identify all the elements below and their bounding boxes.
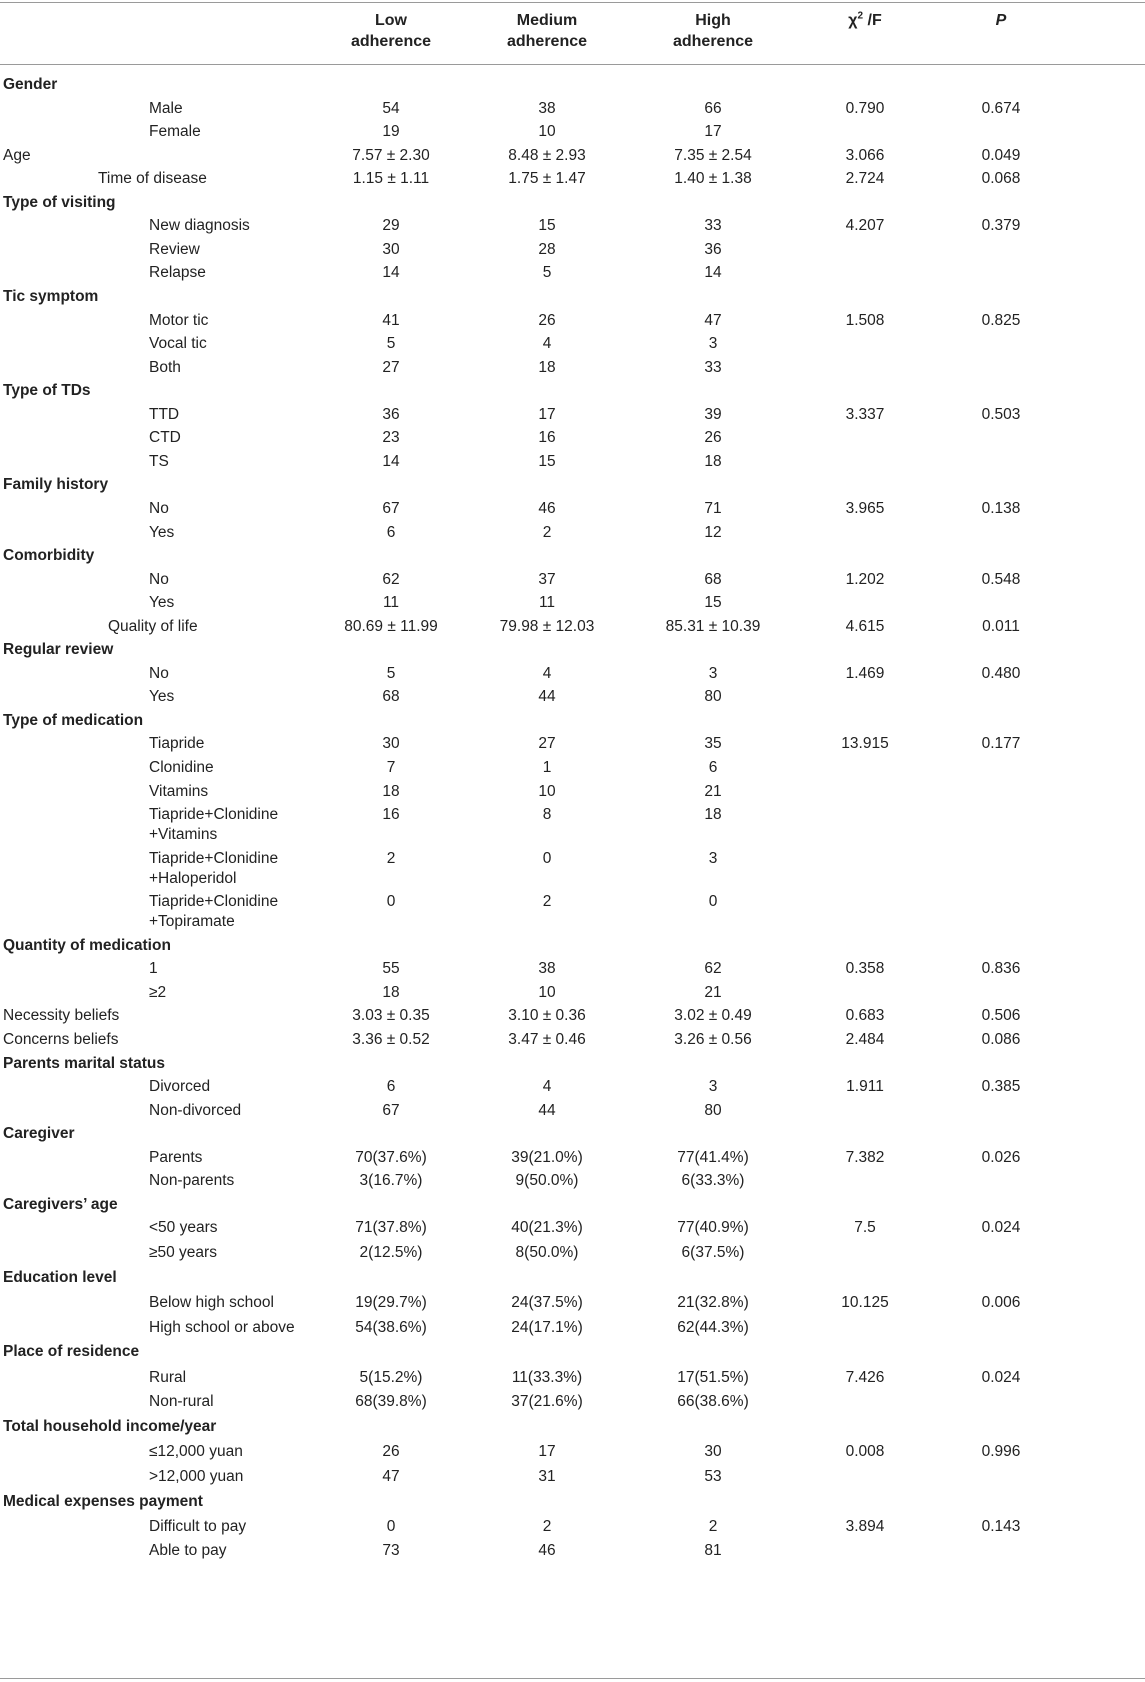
high-adherence-cell: 80 bbox=[704, 1101, 722, 1119]
medium-adherence-cell: 4 bbox=[542, 664, 552, 682]
medium-adherence-cell: 28 bbox=[538, 240, 556, 258]
high-adherence-cell: 18 bbox=[704, 452, 722, 470]
section-label: Type of medication bbox=[3, 711, 144, 729]
medium-adherence-cell: 15 bbox=[538, 452, 556, 470]
section-label: Regular review bbox=[3, 641, 114, 659]
high-adherence-cell: 21(32.8%) bbox=[677, 1293, 749, 1311]
row-label: TTD bbox=[149, 405, 180, 423]
table-bottom-rule bbox=[0, 1678, 1145, 1679]
high-adherence-cell: 85.31 ± 10.39 bbox=[665, 617, 761, 635]
row-label: Divorced bbox=[149, 1078, 211, 1096]
high-adherence-cell: 14 bbox=[704, 264, 722, 282]
section-label: Caregivers’ age bbox=[3, 1195, 118, 1213]
low-adherence-cell: 55 bbox=[382, 960, 400, 978]
medium-adherence-cell: 18 bbox=[538, 358, 556, 376]
low-adherence-cell: 41 bbox=[382, 311, 400, 329]
row-label: Rural bbox=[149, 1368, 187, 1386]
low-adherence-cell: 68 bbox=[382, 688, 400, 706]
p-value-cell: 0.674 bbox=[981, 99, 1021, 117]
row-label: Quality of life bbox=[108, 617, 198, 635]
low-adherence-cell: 47 bbox=[382, 1467, 400, 1485]
medium-adherence-cell: 1 bbox=[542, 758, 552, 776]
medium-adherence-cell: 38 bbox=[538, 99, 556, 117]
statistic-cell: 0.790 bbox=[845, 99, 885, 117]
section-label: Gender bbox=[3, 76, 58, 93]
header-stat-label: $\chi^2$ /F bbox=[848, 10, 882, 29]
p-value-cell: 0.006 bbox=[981, 1293, 1021, 1311]
row-label: CTD bbox=[149, 429, 181, 447]
high-adherence-cell: 66(38.6%) bbox=[677, 1393, 749, 1411]
medium-adherence-cell: 38 bbox=[538, 960, 556, 978]
section-label: Comorbidity bbox=[3, 547, 95, 564]
statistic-cell: 3.965 bbox=[845, 499, 885, 517]
section-label: Place of residence bbox=[3, 1343, 140, 1361]
low-adherence-cell: 16 bbox=[382, 806, 400, 823]
row-label-continued: +Topiramate bbox=[149, 913, 235, 931]
p-value-cell: 0.138 bbox=[981, 499, 1021, 517]
medium-adherence-cell: 1.75 ± 1.47 bbox=[508, 170, 586, 188]
high-adherence-cell: 71 bbox=[704, 499, 722, 517]
medium-adherence-cell: 0 bbox=[542, 849, 552, 867]
medium-adherence-cell: 9(50.0%) bbox=[515, 1172, 579, 1190]
low-adherence-cell: 73 bbox=[382, 1542, 400, 1560]
section-label: Family history bbox=[3, 476, 109, 494]
statistic-cell: 4.615 bbox=[845, 617, 885, 635]
row-label: Clonidine bbox=[149, 758, 214, 776]
high-adherence-cell: 36 bbox=[704, 240, 722, 258]
row-label: Motor tic bbox=[149, 311, 209, 329]
high-adherence-cell: 39 bbox=[704, 405, 722, 423]
row-label-continued: +Haloperidol bbox=[149, 869, 237, 887]
row-label: ≥50 years bbox=[149, 1244, 217, 1262]
header-p-value: P bbox=[995, 12, 1007, 29]
medium-adherence-cell: 24(37.5%) bbox=[511, 1293, 583, 1311]
medium-adherence-cell: 4 bbox=[542, 1078, 552, 1096]
section-label: Total household income/year bbox=[3, 1418, 217, 1435]
statistic-cell: 1.469 bbox=[845, 664, 885, 682]
p-value-cell: 0.024 bbox=[981, 1219, 1021, 1237]
high-adherence-cell: 0 bbox=[708, 893, 718, 911]
statistic-cell: 0.358 bbox=[845, 960, 885, 978]
row-label: Yes bbox=[149, 594, 175, 612]
medium-adherence-cell: 8.48 ± 2.93 bbox=[508, 146, 586, 164]
p-value-cell: 0.011 bbox=[982, 617, 1020, 635]
p-value-cell: 0.177 bbox=[981, 735, 1021, 753]
low-adherence-cell: 7 bbox=[386, 758, 396, 776]
high-adherence-cell: 77(40.9%) bbox=[677, 1219, 749, 1237]
low-adherence-cell: 29 bbox=[382, 217, 400, 235]
row-label: No bbox=[149, 499, 169, 517]
row-label: Age bbox=[3, 146, 31, 164]
medium-adherence-cell: 17 bbox=[538, 405, 556, 423]
row-label: New diagnosis bbox=[149, 217, 250, 235]
row-label: 1 bbox=[149, 960, 158, 978]
p-value-cell: 0.024 bbox=[981, 1368, 1021, 1386]
p-value-cell: 0.143 bbox=[981, 1517, 1021, 1535]
low-adherence-cell: 6 bbox=[386, 1078, 396, 1096]
high-adherence-cell: 33 bbox=[704, 217, 722, 235]
medium-adherence-cell: 5 bbox=[542, 264, 552, 282]
medium-adherence-cell: 17 bbox=[538, 1443, 556, 1460]
p-value-cell: 0.996 bbox=[981, 1443, 1021, 1460]
high-adherence-cell: 77(41.4%) bbox=[677, 1148, 749, 1166]
header-medium-line1: Medium bbox=[516, 12, 578, 29]
statistic-cell: 7.382 bbox=[845, 1148, 885, 1166]
row-label: Non-parents bbox=[149, 1172, 235, 1190]
high-adherence-cell: 2 bbox=[708, 1517, 718, 1535]
low-adherence-cell: 54 bbox=[382, 99, 400, 117]
medium-adherence-cell: 16 bbox=[538, 429, 556, 447]
medium-adherence-cell: 24(17.1%) bbox=[511, 1318, 583, 1336]
high-adherence-cell: 81 bbox=[704, 1542, 722, 1560]
low-adherence-cell: 6 bbox=[386, 523, 396, 541]
medium-adherence-cell: 2 bbox=[542, 523, 552, 541]
high-adherence-cell: 21 bbox=[704, 782, 722, 800]
row-label: Non-divorced bbox=[149, 1101, 242, 1119]
header-high-line1: High bbox=[695, 12, 731, 29]
high-adherence-cell: 12 bbox=[704, 523, 722, 541]
row-label: Relapse bbox=[149, 264, 206, 282]
header-low-adherence bbox=[301, 10, 481, 52]
high-adherence-cell: 1.40 ± 1.38 bbox=[674, 170, 752, 188]
low-adherence-cell: 2(12.5%) bbox=[359, 1244, 423, 1262]
low-adherence-cell: 1.15 ± 1.11 bbox=[352, 170, 430, 188]
low-adherence-cell: 7.57 ± 2.30 bbox=[352, 146, 430, 164]
low-adherence-cell: 19 bbox=[382, 123, 400, 141]
medium-adherence-cell: 37(21.6%) bbox=[511, 1393, 583, 1411]
row-label: Review bbox=[149, 240, 200, 258]
medium-adherence-cell: 26 bbox=[538, 311, 556, 329]
low-adherence-cell: 67 bbox=[382, 499, 400, 517]
statistic-cell: 3.337 bbox=[845, 405, 885, 423]
high-adherence-cell: 3.02 ± 0.49 bbox=[674, 1007, 752, 1025]
section-label: Medical expenses payment bbox=[3, 1492, 203, 1510]
high-adherence-cell: 3 bbox=[708, 849, 718, 867]
low-adherence-cell: 27 bbox=[382, 358, 400, 376]
header-low-line1: Low bbox=[375, 12, 407, 29]
table-top-rule bbox=[0, 2, 1145, 3]
row-label: High school or above bbox=[149, 1318, 295, 1336]
p-value-cell: 0.825 bbox=[981, 311, 1021, 329]
row-label: Concerns beliefs bbox=[3, 1031, 119, 1048]
statistic-cell: 0.008 bbox=[845, 1443, 885, 1460]
section-label: Quantity of medication bbox=[3, 936, 171, 954]
statistic-cell: 2.484 bbox=[845, 1031, 885, 1048]
low-adherence-cell: 18 bbox=[382, 782, 400, 800]
statistic-cell: 0.683 bbox=[845, 1007, 885, 1025]
statistic-cell: 7.426 bbox=[845, 1368, 885, 1386]
medium-adherence-cell: 11 bbox=[538, 594, 556, 612]
medium-adherence-cell: 10 bbox=[538, 983, 556, 1001]
high-adherence-cell: 6 bbox=[708, 758, 718, 776]
high-adherence-cell: 17 bbox=[704, 123, 722, 141]
row-label: Able to pay bbox=[149, 1542, 227, 1560]
medium-adherence-cell: 46 bbox=[538, 1542, 556, 1560]
high-adherence-cell: 47 bbox=[704, 311, 722, 329]
p-value-cell: 0.480 bbox=[981, 664, 1021, 682]
low-adherence-cell: 3.36 ± 0.52 bbox=[352, 1031, 430, 1048]
high-adherence-cell: 62(44.3%) bbox=[677, 1318, 749, 1336]
row-label: Non-rural bbox=[149, 1393, 214, 1411]
row-label: Yes bbox=[149, 523, 175, 541]
medium-adherence-cell: 31 bbox=[538, 1467, 556, 1485]
section-label: Caregiver bbox=[3, 1125, 75, 1143]
low-adherence-cell: 23 bbox=[382, 429, 400, 447]
low-adherence-cell: 54(38.6%) bbox=[355, 1318, 427, 1336]
section-label: Tic symptom bbox=[3, 288, 99, 305]
high-adherence-cell: 21 bbox=[704, 983, 722, 1001]
low-adherence-cell: 3(16.7%) bbox=[359, 1172, 423, 1190]
low-adherence-cell: 3.03 ± 0.35 bbox=[352, 1007, 430, 1025]
row-label: <50 years bbox=[149, 1219, 218, 1237]
low-adherence-cell: 14 bbox=[382, 452, 400, 470]
high-adherence-cell: 68 bbox=[704, 570, 722, 588]
row-label: No bbox=[149, 664, 169, 682]
medium-adherence-cell: 3.47 ± 0.46 bbox=[508, 1031, 586, 1048]
low-adherence-cell: 11 bbox=[382, 594, 400, 612]
low-adherence-cell: 68(39.8%) bbox=[355, 1393, 427, 1411]
header-medium-adherence bbox=[457, 10, 637, 52]
medium-adherence-cell: 2 bbox=[542, 893, 552, 911]
low-adherence-cell: 26 bbox=[382, 1443, 400, 1460]
row-label: Female bbox=[149, 123, 201, 141]
row-label: Vocal tic bbox=[149, 335, 207, 353]
low-adherence-cell: 71(37.8%) bbox=[355, 1219, 427, 1237]
high-adherence-cell: 66 bbox=[704, 99, 722, 117]
p-value-cell: 0.379 bbox=[981, 217, 1021, 235]
row-label: >12,000 yuan bbox=[149, 1467, 244, 1485]
p-value-cell: 0.068 bbox=[981, 170, 1021, 188]
high-adherence-cell: 17(51.5%) bbox=[677, 1368, 749, 1386]
high-adherence-cell: 6(37.5%) bbox=[681, 1244, 745, 1262]
table-header bbox=[0, 10, 1145, 58]
statistic-cell: 10.125 bbox=[841, 1293, 889, 1311]
low-adherence-cell: 5(15.2%) bbox=[359, 1368, 423, 1386]
row-label: Tiapride+Clonidine bbox=[149, 893, 279, 911]
low-adherence-cell: 14 bbox=[382, 264, 400, 282]
low-adherence-cell: 67 bbox=[382, 1101, 400, 1119]
row-label: Time of disease bbox=[98, 170, 207, 188]
high-adherence-cell: 15 bbox=[704, 594, 722, 612]
medium-adherence-cell: 39(21.0%) bbox=[511, 1148, 583, 1166]
row-label: TS bbox=[149, 452, 169, 470]
low-adherence-cell: 62 bbox=[382, 570, 400, 588]
medium-adherence-cell: 3.10 ± 0.36 bbox=[508, 1007, 586, 1025]
header-low-line2: adherence bbox=[350, 33, 432, 50]
high-adherence-cell: 18 bbox=[704, 806, 722, 823]
table-header-rule bbox=[0, 64, 1145, 65]
low-adherence-cell: 0 bbox=[386, 1517, 396, 1535]
row-label: Yes bbox=[149, 688, 175, 706]
medium-adherence-cell: 8 bbox=[542, 806, 552, 823]
row-label: Necessity beliefs bbox=[3, 1007, 120, 1025]
high-adherence-cell: 80 bbox=[704, 688, 722, 706]
medium-adherence-cell: 10 bbox=[538, 123, 556, 141]
medium-adherence-cell: 10 bbox=[538, 782, 556, 800]
row-label: Both bbox=[149, 358, 181, 376]
statistic-cell: 1.202 bbox=[845, 570, 885, 588]
medium-adherence-cell: 79.98 ± 12.03 bbox=[499, 617, 595, 635]
row-label: No bbox=[149, 570, 169, 588]
low-adherence-cell: 19(29.7%) bbox=[355, 1293, 427, 1311]
statistic-cell: 4.207 bbox=[845, 217, 885, 235]
low-adherence-cell: 30 bbox=[382, 735, 400, 753]
high-adherence-cell: 7.35 ± 2.54 bbox=[674, 146, 752, 164]
medium-adherence-cell: 27 bbox=[538, 735, 556, 753]
statistic-cell: 13.915 bbox=[841, 735, 889, 753]
medium-adherence-cell: 40(21.3%) bbox=[511, 1219, 583, 1237]
low-adherence-cell: 0 bbox=[386, 893, 396, 911]
statistic-cell: 3.066 bbox=[845, 146, 885, 164]
medium-adherence-cell: 46 bbox=[538, 499, 556, 517]
header-high-line2: adherence bbox=[672, 33, 754, 50]
statistic-cell: 7.5 bbox=[854, 1219, 876, 1237]
high-adherence-cell: 3 bbox=[708, 664, 718, 682]
medium-adherence-cell: 11(33.3%) bbox=[511, 1368, 583, 1386]
high-adherence-cell: 3.26 ± 0.56 bbox=[674, 1031, 752, 1048]
row-label: Tiapride+Clonidine bbox=[149, 806, 279, 823]
p-value-cell: 0.049 bbox=[981, 146, 1021, 164]
high-adherence-cell: 62 bbox=[704, 960, 722, 978]
medium-adherence-cell: 15 bbox=[538, 217, 556, 235]
row-label-continued: +Vitamins bbox=[149, 826, 218, 843]
high-adherence-cell: 6(33.3%) bbox=[681, 1172, 745, 1190]
statistic-cell: 2.724 bbox=[845, 170, 885, 188]
section-label: Type of TDs bbox=[3, 382, 91, 400]
medium-adherence-cell: 2 bbox=[542, 1517, 552, 1535]
high-adherence-cell: 3 bbox=[708, 1078, 718, 1096]
low-adherence-cell: 70(37.6%) bbox=[355, 1148, 427, 1166]
row-label: Below high school bbox=[149, 1293, 274, 1311]
row-label: Parents bbox=[149, 1148, 203, 1166]
p-value-cell: 0.836 bbox=[981, 960, 1021, 978]
statistic-cell: 3.894 bbox=[845, 1517, 885, 1535]
high-adherence-cell: 35 bbox=[704, 735, 722, 753]
header-medium-line2: adherence bbox=[506, 33, 588, 50]
high-adherence-cell: 30 bbox=[704, 1443, 722, 1460]
section-label: Type of visiting bbox=[3, 193, 116, 211]
row-label: ≤12,000 yuan bbox=[149, 1443, 243, 1460]
p-value-cell: 0.506 bbox=[981, 1007, 1021, 1025]
row-label: Male bbox=[149, 99, 183, 117]
row-label: Difficult to pay bbox=[149, 1517, 247, 1535]
row-label: ≥2 bbox=[149, 983, 167, 1001]
p-value-cell: 0.548 bbox=[981, 570, 1021, 588]
p-value-cell: 0.026 bbox=[981, 1148, 1021, 1166]
high-adherence-cell: 53 bbox=[704, 1467, 722, 1485]
low-adherence-cell: 80.69 ± 11.99 bbox=[344, 617, 438, 635]
section-label: Education level bbox=[3, 1268, 117, 1286]
low-adherence-cell: 36 bbox=[382, 405, 400, 423]
statistic-cell: 1.911 bbox=[846, 1078, 884, 1096]
row-label: Tiapride bbox=[149, 735, 205, 753]
low-adherence-cell: 18 bbox=[382, 983, 400, 1001]
low-adherence-cell: 30 bbox=[382, 240, 400, 258]
high-adherence-cell: 26 bbox=[704, 429, 722, 447]
medium-adherence-cell: 44 bbox=[538, 688, 556, 706]
row-label: Tiapride+Clonidine bbox=[149, 849, 279, 867]
section-label: Parents marital status bbox=[3, 1054, 165, 1072]
p-value-cell: 0.385 bbox=[981, 1078, 1021, 1096]
low-adherence-cell: 5 bbox=[386, 335, 396, 353]
low-adherence-cell: 2 bbox=[386, 849, 396, 867]
high-adherence-cell: 33 bbox=[704, 358, 722, 376]
p-value-cell: 0.503 bbox=[981, 405, 1021, 423]
medium-adherence-cell: 4 bbox=[542, 335, 552, 353]
p-value-cell: 0.086 bbox=[981, 1031, 1021, 1048]
statistic-cell: 1.508 bbox=[845, 311, 885, 329]
medium-adherence-cell: 37 bbox=[538, 570, 556, 588]
medium-adherence-cell: 44 bbox=[538, 1101, 556, 1119]
medium-adherence-cell: 8(50.0%) bbox=[515, 1244, 579, 1262]
low-adherence-cell: 5 bbox=[386, 664, 396, 682]
high-adherence-cell: 3 bbox=[708, 335, 718, 353]
row-label: Vitamins bbox=[149, 782, 209, 800]
